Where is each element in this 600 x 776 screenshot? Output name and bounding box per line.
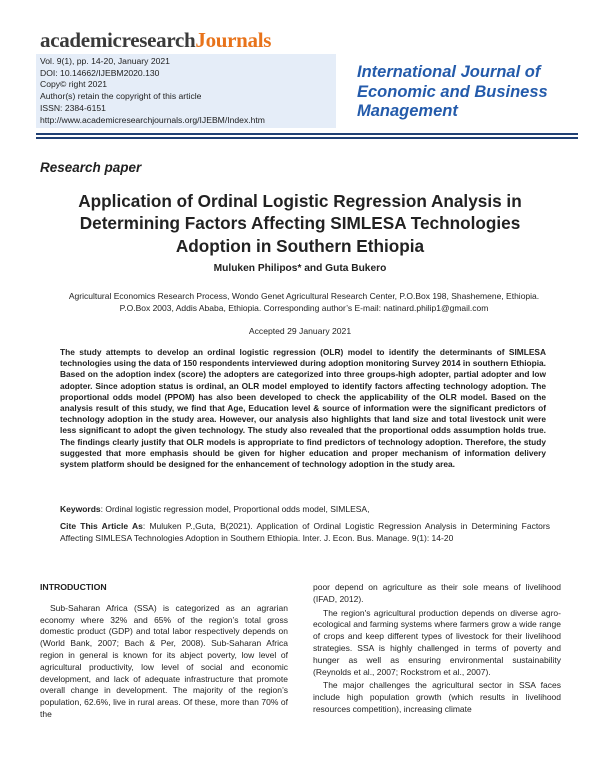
cite-label: Cite This Article As [60,521,143,531]
cite-text: : Muluken P.,Guta, B(2021). Application of Ordinal Logistic Regression Analysis in Determining Factors Affecting SIMLESA Technologies Adoption in Southern Ethiopia. Inter. J. Econ. Bus. Manage. 9(1): 14-20 [60,521,550,543]
right-column [313,582,561,718]
header-rule-top [36,133,578,135]
intro-heading: INTRODUCTION [40,582,107,592]
accepted-date: Accepted 29 January 2021 [248,326,352,336]
keywords [60,504,550,514]
intro-paragraph-1-cont: poor depend on agriculture as their sole means of livelihood (IFAD, 2012). [313,582,561,604]
meta-url[interactable]: http://www.academicresearchjournals.org/IJEBM/Index.htm [40,114,265,125]
meta-rights: Author(s) retain the copyright of this article [40,91,202,102]
meta-volume: Vol. 9(1), pp. 14-20, January 2021 [40,56,170,66]
meta-doi: DOI: 10.14662/IJEBM2020.130 [40,67,160,78]
publisher-logo: academicresearchJournals [40,28,272,52]
keywords-label: Keywords [60,504,101,514]
left-column [40,582,288,723]
meta-copyright: Copy© right 2021 [40,79,108,90]
header-rule-bottom [36,137,578,139]
intro-paragraph-1: Sub-Saharan Africa (SSA) is categorized as an agrarian economy where 32% and 65% of the region’s total gross domestic product (GDP) and total labor respectively depends on (World Bank, 2007; Bach & Per, 2008). Sub-Saharan Africa region in general is known for its abject poverty, low level of agricultural productivity, low level of social and economic development, and lack of adequate infrastructure that promote overall change in development. The majority of the region’s population, 62.6%, live in rural areas. Of these, more than 70% of the [40,602,288,719]
paper-authors: Muluken Philipos* and Guta Bukero [213,263,387,274]
article-meta [40,56,265,126]
paper-title: Application of Ordinal Logistic Regression Analysis in Determining Factors Affecting SIMLESA Technologies Adoption in Southern Ethiopia [78,191,522,256]
intro-paragraph-2: The region's agricultural production depends on diverse agro-ecological and farming systems where farmers grow a wide range of crops and keep different types of livestock for their livelihood strategies. SSA is highly challenged in terms of poverty and hunger as well as ensuring environmental sustainability (Reynolds et al., 2007; Rockstrom et al., 2007). [313,607,561,677]
keywords-text: : Ordinal logistic regression model, Proportional odds model, SIMLESA, [100,504,370,514]
journal-title: International Journal of Economic and Business Management [357,63,548,120]
paper-affiliation: Agricultural Economics Research Process, Wondo Genet Agricultural Research Center, P.O.Box 198, Shashemene, Ethiopia. P.O.Box 2003, Addis Ababa, Ethiopia. Corresponding author’s E-mail: natinard.philip1@gmail.com [68,291,540,313]
intro-paragraph-3: The major challenges the agricultural sector in SSA faces include high population growth (which results in livelihood resources competition), increasing climate [313,680,561,714]
abstract: The study attempts to develop an ordinal logistic regression (OLR) model to identify the determinants of SIMLESA technologies using the data of 150 respondents interviewed during adoption monitoring Survey 2014 in southern Ethiopia. Based on the adoption index (score) the adopters are categorized into three groups-high adopter, partial adopter and low adopter. Since adoption status is ordinal, an OLR model employed to identify factors affecting technology adoption. The proportional odds model (PPOM) has also been developed to check the applicability of the OLR model. Based on the analysis result of this study, we find that Age, Education level & source of information were the significant predictors of technology adoption in the study area. However, our analysis also highlights that land size and total livestock unit were less significant to adopt the given technology. The study also revealed that the proportional odds assumption holds true. The findings clearly justify that OLR models is appropriate to find predictors of technology adoption. Therefore, the study suggested that more emphasis should be given for higher education and proper mechanism of information delivery system platform should be designed for the enhancement of technology adoption in the study area. [60,347,546,470]
meta-issn: ISSN: 2384-6151 [40,102,106,113]
citation [60,521,550,545]
paper-type: Research paper [40,160,142,175]
